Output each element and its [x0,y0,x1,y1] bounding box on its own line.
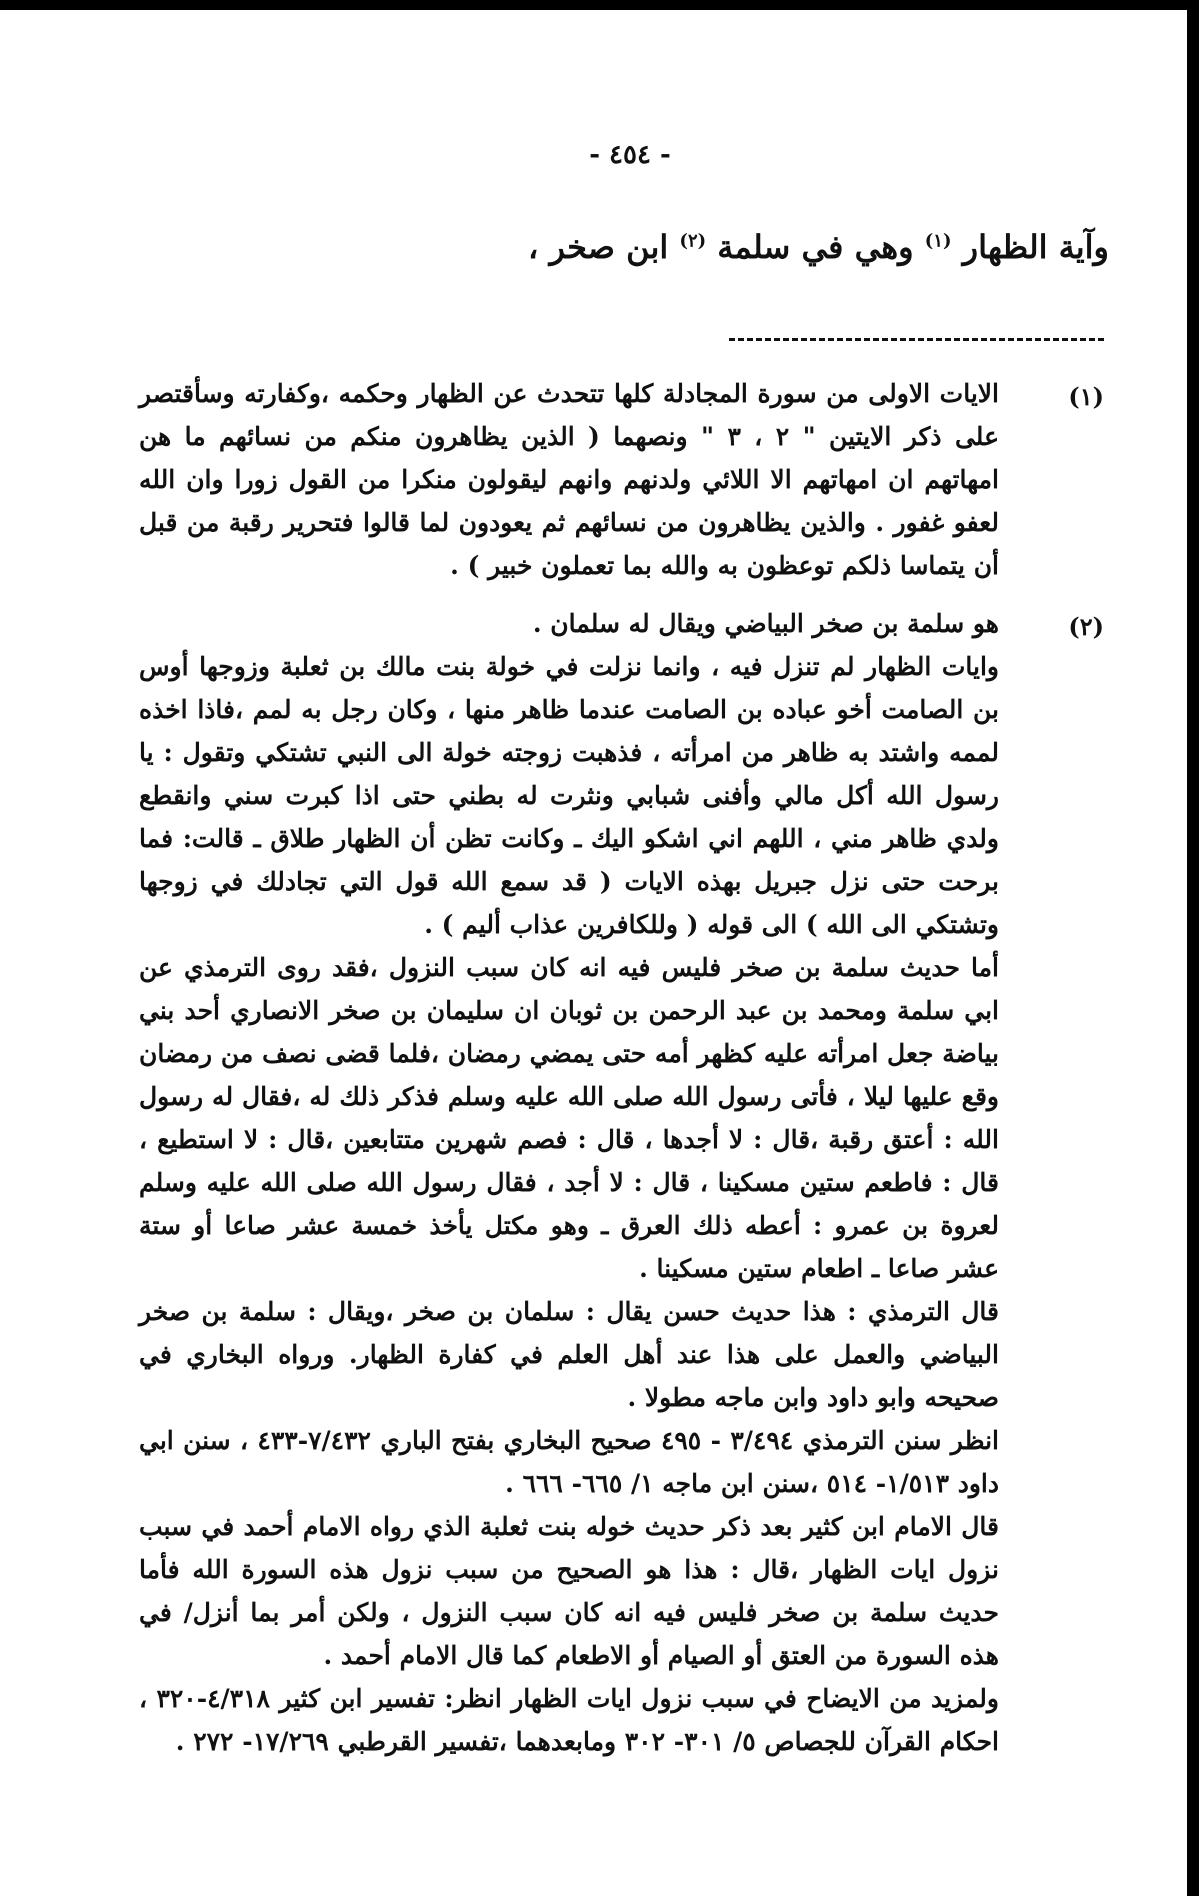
headline-part-3: ابن صخر ، [528,228,669,266]
footnote-2-marker: (٢) [1068,612,1104,641]
footnote-2 [139,602,999,1763]
footnote-separator [729,338,1104,341]
footnote-2-para-3: أما حديث سلمة بن صخر فليس فيه انه كان سبب النزول ،فقد روى الترمذي عن ابي سلمة ومحمد بن عبد الرحمن بن ثوبان ان سليمان بن صخر الانصاري أحد بني بياضة جعل امرأته عليه كظهر أمه حتى يمضي رمضان ،فلما قضى نصف من رمضان وقع عليها ليلا ، فأتى رسول الله صلى الله عليه وسلم فذكر ذلك له ،فقال له رسول الله : أعتق رقبة ،قال : لا أجدها ، قال : فصم شهرين متتابعين ،قال : لا استطيع ، قال : فاطعم ستين مسكينا ، قال : لا أجد ، فقال رسول الله صلى الله عليه وسلم لعروة بن عمرو : أعطه ذلك العرق ـ وهو مكتل يأخذ خمسة عشر صاعا أو ستة عشر صاعا ـ اطعام ستين مسكينا . [139,953,999,1283]
footnote-2-para-4: قال الترمذي : هذا حديث حسن يقال : سلمان بن صخر ،ويقال : سلمة بن صخر البياضي والعمل على هذا عند أهل العلم في كفارة الظهار. ورواه البخاري في صحيحه وابو داود وابن ماجه مطولا . [139,1297,999,1412]
main-text-line [99,228,1109,266]
footnote-1-text: الايات الاولى من سورة المجادلة كلها تتحدث عن الظهار وحكمه ،وكفارته وسأقتصر على ذكر الايتين " ٢ ، ٣ " ونصهما ( الذين يظاهرون منكم من نسائهم ما هن امهاتهم ان امهاتهم الا اللائي ولدنهم وانهم ليقولون منكرا من القول زورا وان الله لعفو غفور . والذين يظاهرون من نسائهم ثم يعودون لما قالوا فتحرير رقبة من قبل أن يتماسا ذلكم توعظون به والله بما تعملون خبير ) . [139,379,999,580]
page-number: - ٤٥٤ - [589,140,671,170]
headline-part-2: وهي في سلمة [717,228,914,266]
footnote-ref-2: (٢) [679,230,707,252]
footnote-2-para-7: ولمزيد من الايضاح في سبب نزول ايات الظهار انظر: تفسير ابن كثير ٤/٣١٨-٣٢٠ ، احكام القرآن للجصاص ٥/ ٣٠١- ٣٠٢ ومابعدهما ،تفسير القرطبي ١٧/٢٦٩- ٢٧٢ . [139,1684,999,1756]
footnote-1 [139,372,999,587]
footnote-2-para-2: وايات الظهار لم تنزل فيه ، وانما نزلت في خولة بنت مالك بن ثعلبة وزوجها أوس بن الصامت أخو عباده بن الصامت عندما ظاهر منها ، وكان رجل به لمم ،فاذا اخذه لممه واشتد به ظاهر من امرأته ، فذهبت زوجته خولة الى النبي تشتكي وتقول : يا رسول الله أكل مالي وأفنى شبابي ونثرت له بطني حتى اذا كبرت سني وانقطع ولدي ظاهر مني ، اللهم اني اشكو اليك ـ وكانت تظن أن الظهار طلاق ـ قالت: فما برحت حتى نزل جبريل بهذه الايات ( قد سمع الله قول التي تجادلك في زوجها وتشتكي الى الله ) الى قوله ( وللكافرين عذاب أليم ) . [139,652,999,939]
footnote-2-para-5: انظر سنن الترمذي ٣/٤٩٤ - ٤٩٥ صحيح البخاري بفتح الباري ٧/٤٣٢-٤٣٣ ، سنن ابي داود ١/٥١٣- ٥١٤ ،سنن ابن ماجه ١/ ٦٦٥- ٦٦٦ . [139,1426,999,1498]
footnote-2-para-6: قال الامام ابن كثير بعد ذكر حديث خوله بنت ثعلبة الذي رواه الامام أحمد في سبب نزول ايات الظهار ،قال : هذا هو الصحيح من سبب نزول هذه السورة الله فأما حديث سلمة بن صخر فليس فيه انه كان سبب النزول ، ولكن أمر بما أنزل/ في هذه السورة من العتق أو الصيام أو الاطعام كما قال الامام أحمد . [139,1512,999,1670]
footnote-2-para-1: هو سلمة بن صخر البياضي ويقال له سلمان . [532,609,999,638]
headline-part-1: وآية الظهار [962,228,1109,266]
footnote-ref-1: (١) [924,230,952,252]
footnote-1-marker: (١) [1068,382,1104,411]
